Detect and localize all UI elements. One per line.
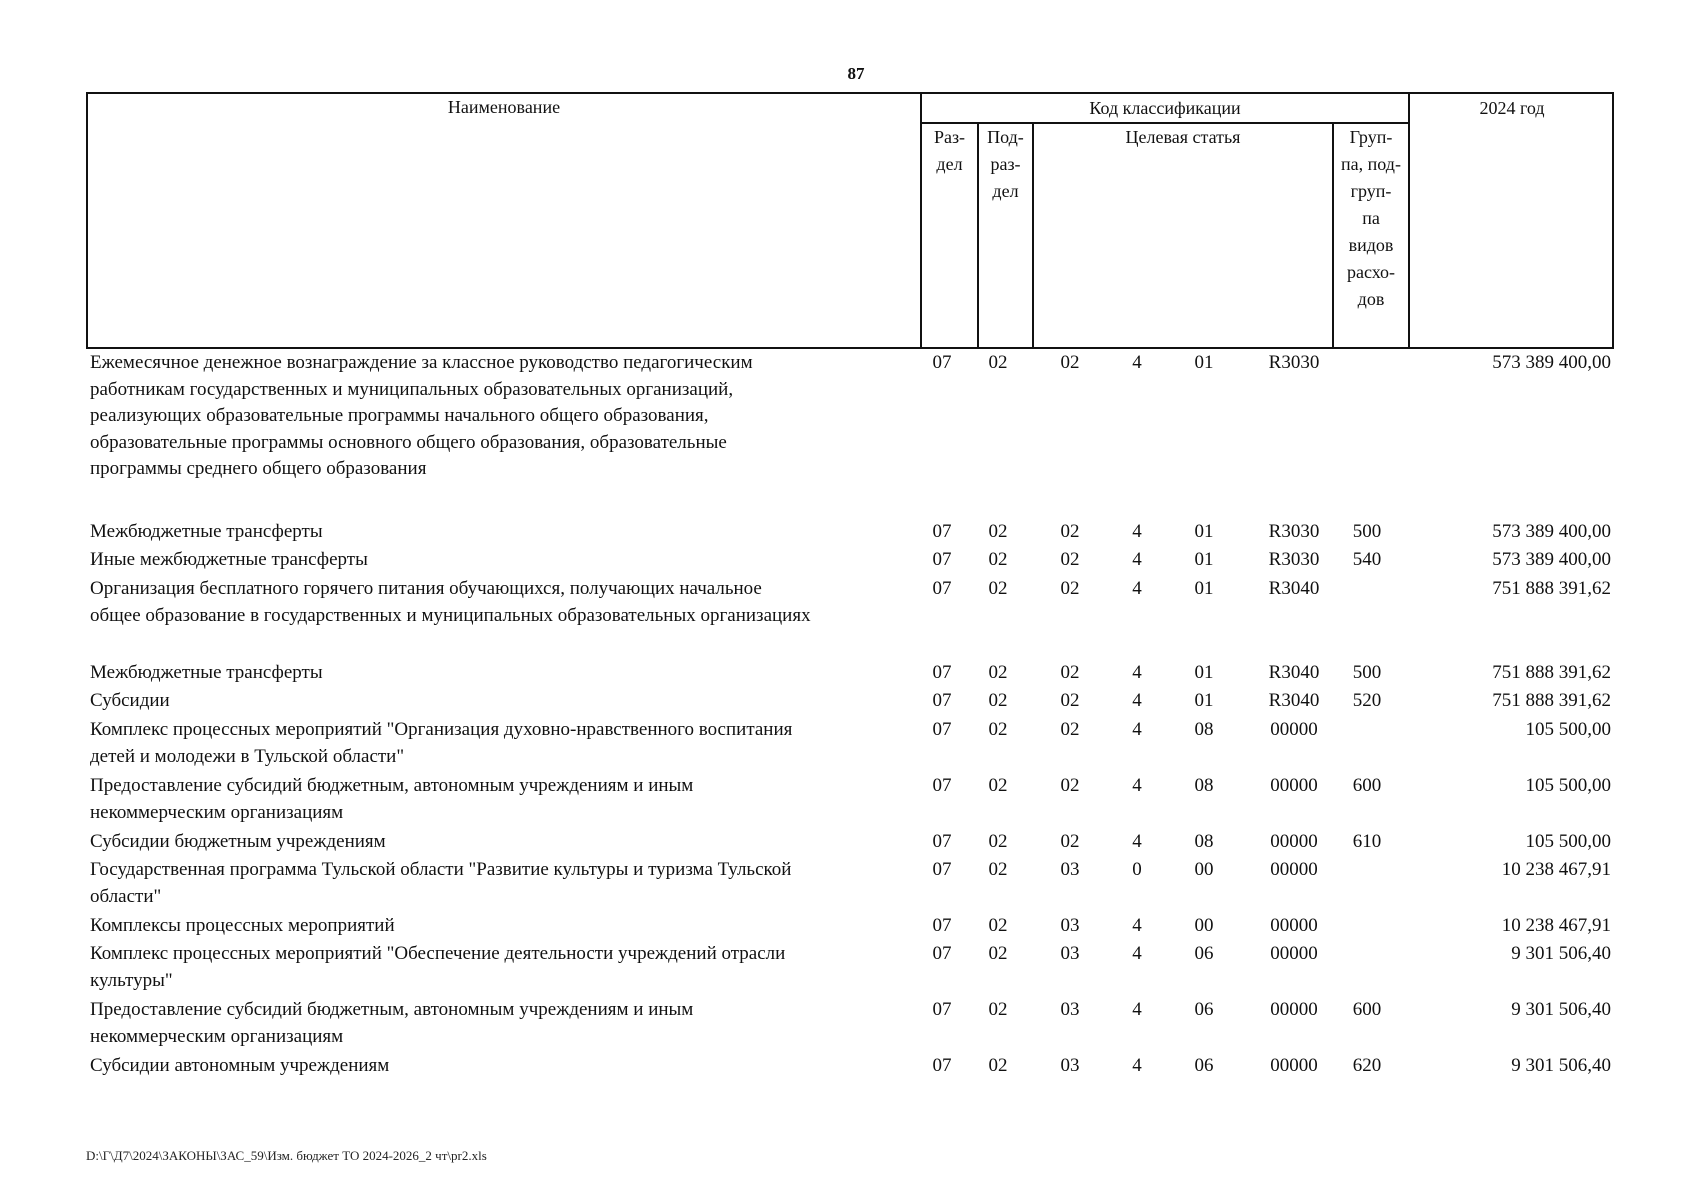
type-code-cell: 4 (1132, 719, 1142, 740)
row-name-line: Субсидии бюджетным учреждениям (90, 831, 386, 852)
page-number: 87 (847, 64, 865, 83)
row-name (90, 997, 930, 1050)
row-name (90, 717, 930, 770)
row-name (90, 350, 930, 483)
razdel-cell: 07 (932, 999, 952, 1020)
row-name (90, 688, 930, 715)
program-code-cell: 02 (1060, 719, 1080, 740)
podrazdel-cell: 02 (988, 775, 1008, 796)
row-name-line: культуры" (90, 969, 173, 991)
header-name: Наименование (447, 97, 561, 117)
type-code-cell: 4 (1132, 775, 1142, 796)
podrazdel-cell: 02 (988, 690, 1008, 711)
direction-code-cell: 08 (1194, 831, 1214, 852)
header-podrazdel-line: Под- (987, 127, 1024, 147)
expense-code-cell: 00000 (1270, 943, 1318, 964)
header-divider (1408, 94, 1410, 347)
header-podrazdel-line: раз- (990, 154, 1021, 174)
header-group-line: расхо- (1346, 262, 1396, 282)
row-name-line: Государственная программа Тульской области "Развитие культуры и туризма Тульской (90, 859, 792, 880)
program-code-cell: 02 (1060, 831, 1080, 852)
file-path-footer: D:\Г\Д7\2024\ЗАКОНЫ\ЗАС_59\Изм. бюджет ТО 2024-2026_2 чт\pr2.xls (86, 1148, 487, 1163)
podrazdel-cell: 02 (988, 831, 1008, 852)
table-header (86, 92, 1614, 349)
amount-cell: 9 301 506,40 (1511, 1055, 1611, 1076)
header-group-line: видов (1348, 235, 1394, 255)
program-code-cell: 02 (1060, 578, 1080, 599)
direction-code-cell: 01 (1194, 578, 1214, 599)
program-code-cell: 02 (1060, 521, 1080, 542)
podrazdel-cell: 02 (988, 999, 1008, 1020)
header-group (1334, 124, 1408, 313)
row-name-line: некоммерческим организациям (90, 801, 344, 823)
type-code-cell: 4 (1132, 1055, 1142, 1076)
amount-cell: 573 389 400,00 (1492, 549, 1611, 570)
direction-code-cell: 06 (1194, 943, 1214, 964)
row-name-line: Иные межбюджетные трансферты (90, 549, 368, 570)
program-code-cell: 03 (1060, 943, 1080, 964)
row-name (90, 547, 930, 574)
row-name (90, 829, 930, 856)
expense-group-cell: 600 (1352, 775, 1382, 796)
podrazdel-cell: 02 (988, 549, 1008, 570)
row-name-line: Комплекс процессных мероприятий "Организация духовно-нравственного воспитания (90, 719, 793, 740)
row-name (90, 857, 930, 910)
expense-code-cell: R3030 (1268, 549, 1320, 570)
expense-group-cell: 540 (1352, 549, 1382, 570)
type-code-cell: 4 (1132, 352, 1142, 373)
type-code-cell: 4 (1132, 578, 1142, 599)
row-name-line: реализующих образовательные программы начального общего образования, (90, 405, 709, 426)
podrazdel-cell: 02 (988, 578, 1008, 599)
row-name-line: программы среднего общего образования (90, 458, 427, 479)
expense-code-cell: 00000 (1270, 999, 1318, 1020)
amount-cell: 751 888 391,62 (1492, 578, 1611, 599)
amount-cell: 105 500,00 (1525, 775, 1611, 796)
program-code-cell: 03 (1060, 1055, 1080, 1076)
header-target: Целевая статья (1125, 127, 1241, 147)
header-razdel (922, 124, 977, 178)
amount-cell: 751 888 391,62 (1492, 662, 1611, 683)
row-name-line: некоммерческим организациям (90, 1025, 344, 1047)
type-code-cell: 4 (1132, 690, 1142, 711)
expense-code-cell: 00000 (1270, 719, 1318, 740)
razdel-cell: 07 (932, 578, 952, 599)
row-name (90, 660, 930, 687)
row-name-line: Предоставление субсидий бюджетным, автономным учреждениям и иным (90, 999, 694, 1020)
row-name-line: Комплекс процессных мероприятий "Обеспечение деятельности учреждений отрасли (90, 943, 786, 964)
amount-cell: 573 389 400,00 (1492, 352, 1611, 373)
expense-group-cell: 500 (1352, 521, 1382, 542)
podrazdel-cell: 02 (988, 352, 1008, 373)
razdel-cell: 07 (932, 662, 952, 683)
podrazdel-cell: 02 (988, 859, 1008, 880)
direction-code-cell: 00 (1194, 859, 1214, 880)
type-code-cell: 4 (1132, 999, 1142, 1020)
direction-code-cell: 08 (1194, 775, 1214, 796)
type-code-cell: 4 (1132, 662, 1142, 683)
podrazdel-cell: 02 (988, 915, 1008, 936)
program-code-cell: 02 (1060, 549, 1080, 570)
direction-code-cell: 01 (1194, 690, 1214, 711)
header-podrazdel (979, 124, 1032, 205)
direction-code-cell: 01 (1194, 521, 1214, 542)
row-name-line: Комплексы процессных мероприятий (90, 915, 395, 936)
amount-cell: 751 888 391,62 (1492, 690, 1611, 711)
expense-code-cell: R3030 (1268, 521, 1320, 542)
podrazdel-cell: 02 (988, 943, 1008, 964)
header-group-line: груп- (1350, 181, 1392, 201)
direction-code-cell: 06 (1194, 1055, 1214, 1076)
program-code-cell: 03 (1060, 859, 1080, 880)
expense-group-cell: 610 (1352, 831, 1382, 852)
direction-code-cell: 08 (1194, 719, 1214, 740)
expense-group-cell: 500 (1352, 662, 1382, 683)
expense-code-cell: R3040 (1268, 690, 1320, 711)
razdel-cell: 07 (932, 775, 952, 796)
expense-code-cell: 00000 (1270, 1055, 1318, 1076)
direction-code-cell: 01 (1194, 352, 1214, 373)
header-razdel-line: дел (936, 154, 963, 174)
expense-code-cell: 00000 (1270, 859, 1318, 880)
header-podrazdel-line: дел (992, 181, 1019, 201)
program-code-cell: 02 (1060, 690, 1080, 711)
row-name-line: образовательные программы основного общего образования, образовательные (90, 431, 727, 453)
podrazdel-cell: 02 (988, 662, 1008, 683)
row-name (90, 773, 930, 826)
razdel-cell: 07 (932, 943, 952, 964)
amount-cell: 105 500,00 (1525, 719, 1611, 740)
direction-code-cell: 01 (1194, 549, 1214, 570)
row-name (90, 576, 930, 629)
type-code-cell: 4 (1132, 915, 1142, 936)
type-code-cell: 4 (1132, 521, 1142, 542)
razdel-cell: 07 (932, 352, 952, 373)
amount-cell: 9 301 506,40 (1511, 943, 1611, 964)
row-name (90, 1053, 930, 1080)
razdel-cell: 07 (932, 1055, 952, 1076)
header-group-line: па (1362, 208, 1380, 228)
program-code-cell: 02 (1060, 352, 1080, 373)
razdel-cell: 07 (932, 521, 952, 542)
type-code-cell: 4 (1132, 549, 1142, 570)
direction-code-cell: 01 (1194, 662, 1214, 683)
row-name (90, 913, 930, 940)
expense-code-cell: 00000 (1270, 775, 1318, 796)
amount-cell: 573 389 400,00 (1492, 521, 1611, 542)
expense-group-cell: 600 (1352, 999, 1382, 1020)
podrazdel-cell: 02 (988, 1055, 1008, 1076)
row-name-line: Межбюджетные трансферты (90, 521, 323, 542)
razdel-cell: 07 (932, 859, 952, 880)
razdel-cell: 07 (932, 831, 952, 852)
program-code-cell: 03 (1060, 999, 1080, 1020)
row-name-line: общее образование в государственных и муниципальных образовательных организациях (90, 604, 811, 626)
row-name (90, 519, 930, 546)
podrazdel-cell: 02 (988, 521, 1008, 542)
expense-group-cell: 620 (1352, 1055, 1382, 1076)
expense-code-cell: R3030 (1268, 352, 1320, 373)
direction-code-cell: 00 (1194, 915, 1214, 936)
header-razdel-line: Раз- (933, 127, 966, 147)
row-name-line: Субсидии (90, 690, 170, 711)
razdel-cell: 07 (932, 690, 952, 711)
type-code-cell: 0 (1132, 859, 1142, 880)
program-code-cell: 03 (1060, 915, 1080, 936)
razdel-cell: 07 (932, 915, 952, 936)
expense-code-cell: 00000 (1270, 915, 1318, 936)
type-code-cell: 4 (1132, 943, 1142, 964)
row-name-line: работникам государственных и муниципальных образовательных организаций, (90, 378, 734, 400)
header-group-line: па, под- (1341, 154, 1401, 174)
header-group-line: Груп- (1349, 127, 1393, 147)
row-name-line: детей и молодежи в Тульской области" (90, 745, 405, 767)
razdel-cell: 07 (932, 549, 952, 570)
row-name-line: Организация бесплатного горячего питания обучающихся, получающих начальное (90, 578, 762, 599)
razdel-cell: 07 (932, 719, 952, 740)
row-name-line: Ежемесячное денежное вознаграждение за классное руководство педагогическим (90, 352, 753, 373)
podrazdel-cell: 02 (988, 719, 1008, 740)
header-year: 2024 год (1479, 98, 1545, 118)
amount-cell: 105 500,00 (1525, 831, 1611, 852)
header-group-line: дов (1357, 289, 1385, 309)
row-name-line: Субсидии автономным учреждениям (90, 1055, 390, 1076)
amount-cell: 10 238 467,91 (1501, 915, 1611, 936)
expense-code-cell: 00000 (1270, 831, 1318, 852)
header-classification: Код классификации (1089, 98, 1241, 118)
expense-code-cell: R3040 (1268, 578, 1320, 599)
row-name-line: Межбюджетные трансферты (90, 662, 323, 683)
amount-cell: 10 238 467,91 (1501, 859, 1611, 880)
expense-group-cell: 520 (1352, 690, 1382, 711)
header-divider (1032, 122, 1034, 347)
program-code-cell: 02 (1060, 662, 1080, 683)
expense-code-cell: R3040 (1268, 662, 1320, 683)
amount-cell: 9 301 506,40 (1511, 999, 1611, 1020)
row-name-line: Предоставление субсидий бюджетным, автономным учреждениям и иным (90, 775, 694, 796)
row-name (90, 941, 930, 994)
row-name-line: области" (90, 885, 162, 907)
direction-code-cell: 06 (1194, 999, 1214, 1020)
program-code-cell: 02 (1060, 775, 1080, 796)
type-code-cell: 4 (1132, 831, 1142, 852)
